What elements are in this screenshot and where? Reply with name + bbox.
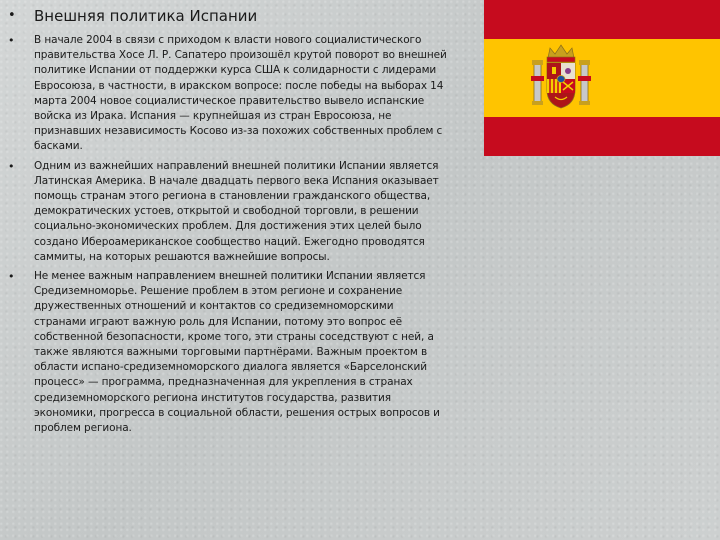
bullet-icon: • [8,270,15,284]
slide-title: Внешняя политика Испании [34,7,258,25]
bullet-icon: • [8,8,16,23]
bullet-icon: • [8,34,15,47]
bullet-item-latin-america [8,159,480,265]
title-bullet-item [8,6,480,26]
flag-yellow-stripe [484,39,720,117]
paragraph-mediterranean: Не менее важным направлением внешней политики Испании является Средиземноморье. Решение проблем в этом регионе и сохранение дружественных отношений и контактов со средиземноморскими странами играют важную роль для Испании, потому это вопрос её собственной безопасности, кроме того, эти страны соседствуют с ней, а также являются важными торговыми партнёрами. Важным проектом в области испано-средиземноморского диалога является «Барселонский процесс» — программа, предназначенная для укрепления в странах средиземноморского региона институтов государства, развития экономики, прогресса в социальной области, решения острых вопросов и проблем региона. [34,270,440,435]
slide-content [8,6,480,440]
flag-red-stripe-top [484,0,720,39]
bullet-icon: • [8,159,15,173]
bullet-item-mediterranean [8,269,480,436]
paragraph-latin-america: Одним из важнейших направлений внешней политики Испании является Латинская Америка. В начале двадцать первого века Испания оказывает помощь странам этого региона в становлении гражданского общества, демократических устоев, открытой и свободной торговли, в решении социально-экономических проблем. Для достижения этих целей было создано Ибероамериканское сообщество наций. Ежегодно проводятся саммиты, на которых решаются важнейшие вопросы. [34,159,439,263]
spain-flag [484,0,720,156]
paragraph-policy-shift: В начале 2004 в связи с приходом к власти нового социалистического правительства Хосе Л. Р. Сапатеро произошёл крутой поворот во внешней политике Испании от поддержки курса США к солидарности с лидерами Евросоюза, в частности, в иракском вопросе: после победы на выборах 14 марта 2004 новое социалистическое правительство вывело испанские войска из Ирака. Испания — крупнейшая из стран Евросоюза, не признавших независимость Косово из-за похожих собственных проблем с басками. [34,34,447,153]
flag-red-stripe-bottom [484,117,720,156]
coat-of-arms-icon [528,42,594,114]
bullet-item-kosovo-iraq [8,33,480,155]
